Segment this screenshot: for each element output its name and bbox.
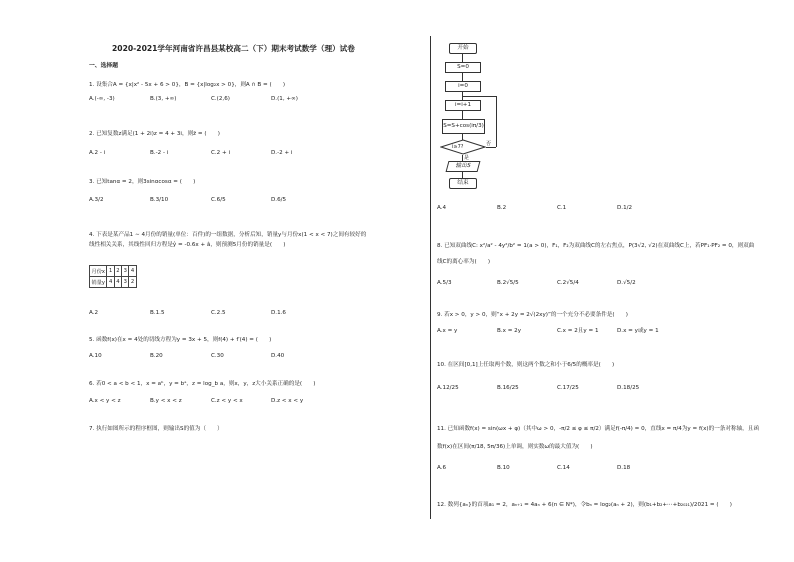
q5-option-d: D.40 bbox=[271, 353, 285, 359]
q11-stem: 11. 已知函数f(x) = sin(ωx + φ)（其中ω > 0，-π/2 ≤ φ ≤ π/2）满足f(-π/4) = 0，直线x = π/4为y = f(x)的一条对称轴，且函 bbox=[437, 426, 759, 432]
q3-stem: 3. 已知tanα = 2，则3sinαcosα = ( ) bbox=[89, 179, 196, 185]
q12-stem: 12. 数列{aₙ}的首项a₁ = 2，aₙ₊₁ = 4aₙ + 6(n ∈ N*)，令bₙ = log₂(aₙ + 2)，则(b₁+b₂+⋯+b₂₀₂₁)/2021 = ( ) bbox=[437, 502, 732, 508]
flow-init-i: i=0 bbox=[445, 81, 481, 92]
table-cell: 月份x bbox=[90, 266, 107, 277]
q7-stem: 7. 执行如图所示的程序框图，则输出S的值为（ ） bbox=[89, 426, 223, 432]
flow-arrow bbox=[462, 73, 463, 81]
q10-option-d: D.18/25 bbox=[617, 385, 640, 391]
table-cell: 3 bbox=[122, 277, 129, 288]
q3-option-b: B.3/10 bbox=[150, 197, 169, 203]
table-row bbox=[90, 277, 137, 288]
q1-option-d: D.(1, +∞) bbox=[271, 96, 298, 102]
q3-option-d: D.6/5 bbox=[271, 197, 287, 203]
q4-stem-line2: 线性相关关系，其线性回归方程是ŷ = -0.6x + â，则预测5月份的销量是( ) bbox=[89, 242, 286, 248]
q7-option-b: B.2 bbox=[497, 205, 507, 211]
flow-end: 结束 bbox=[449, 178, 477, 189]
q6-option-b: B.y < x < z bbox=[150, 398, 182, 404]
q7-option-a: A.4 bbox=[437, 205, 447, 211]
q4-option-a: A.2 bbox=[89, 310, 99, 316]
table-cell: 2 bbox=[129, 277, 136, 288]
table-row bbox=[90, 266, 137, 277]
q4-option-c: C.2.5 bbox=[211, 310, 226, 316]
exam-title: 2020-2021学年河南省许昌县某校高二（下）期末考试数学（理）试卷 bbox=[112, 44, 355, 53]
table-cell: 2 bbox=[114, 266, 121, 277]
flow-loop-line bbox=[496, 96, 497, 147]
flow-no-label: 否 bbox=[486, 141, 492, 147]
flow-loop-line bbox=[486, 147, 496, 148]
q6-option-c: C.z < y < x bbox=[211, 398, 243, 404]
q11-option-c: C.14 bbox=[557, 465, 570, 471]
q3-option-a: A.3/2 bbox=[89, 197, 104, 203]
q8-option-c: C.2√5/4 bbox=[557, 280, 579, 286]
section-heading: 一、选择题 bbox=[89, 63, 118, 69]
q9-option-d: D.x = y或y = 1 bbox=[617, 328, 659, 334]
q3-option-c: C.6/5 bbox=[211, 197, 226, 203]
q5-option-c: C.30 bbox=[211, 353, 224, 359]
q4-option-d: D.1.6 bbox=[271, 310, 286, 316]
flow-start: 开始 bbox=[449, 43, 477, 54]
table-cell: 1 bbox=[107, 266, 114, 277]
q8-option-d: D.√5/2 bbox=[617, 280, 636, 286]
q1-option-b: B.(3, +∞) bbox=[150, 96, 177, 102]
q6-option-d: D.z < x < y bbox=[271, 398, 304, 404]
q9-option-b: B.x = 2y bbox=[497, 328, 522, 334]
table-cell: 销量y bbox=[90, 277, 107, 288]
q11-option-b: B.10 bbox=[497, 465, 510, 471]
flow-increment: i=i+1 bbox=[445, 100, 481, 111]
flow-yes-label: 是 bbox=[464, 155, 470, 161]
table-cell: 4 bbox=[129, 266, 136, 277]
q2-option-d: D.-2 + i bbox=[271, 150, 293, 156]
flow-update: S=S+cos(iπ/3) bbox=[442, 119, 485, 134]
q9-option-a: A.x = y bbox=[437, 328, 458, 334]
q8-option-a: A.5/3 bbox=[437, 280, 452, 286]
q11-stem-line2: 数f(x)在区间(π/18, 5π/36)上单调，则实数ω的最大值为( ) bbox=[437, 444, 593, 450]
table-cell: 4 bbox=[107, 277, 114, 288]
flow-loop-line bbox=[462, 96, 496, 97]
flow-arrow bbox=[462, 111, 463, 119]
q5-option-a: A.10 bbox=[89, 353, 102, 359]
q8-stem: 8. 已知双曲线C: x²/a² - 4y²/b² = 1(a > 0)，F₁，F₂为双曲线C的左右焦点，P(3√2, √2)在双曲线C上，若PF₁·PF₂ = 0，则双曲 bbox=[437, 243, 755, 249]
q6-option-a: A.x < y < z bbox=[89, 398, 121, 404]
q9-stem: 9. 若x > 0，y > 0，则“x + 2y = 2√(2xy)”的一个充分不必要条件是( ) bbox=[437, 312, 628, 318]
column-divider bbox=[430, 36, 431, 519]
q8-option-b: B.2√5/5 bbox=[497, 280, 519, 286]
table-cell: 3 bbox=[122, 266, 129, 277]
q10-option-b: B.16/25 bbox=[497, 385, 519, 391]
flow-condition: i≥7? bbox=[452, 144, 464, 150]
q8-stem-line2: 线C的离心率为( ) bbox=[437, 259, 491, 265]
q2-option-c: C.2 + i bbox=[211, 150, 231, 156]
q9-option-c: C.x = 2且y = 1 bbox=[557, 328, 599, 334]
flow-output: 输出S bbox=[446, 161, 481, 172]
q10-option-c: C.17/25 bbox=[557, 385, 579, 391]
q1-stem: 1. 设集合A = {x|x² - 5x + 6 > 0}，B = {x|log₂x > 0}，则A ∩ B = ( ) bbox=[89, 82, 286, 88]
q11-option-a: A.6 bbox=[437, 465, 447, 471]
q11-option-d: D.18 bbox=[617, 465, 631, 471]
q7-option-d: D.1/2 bbox=[617, 205, 633, 211]
q2-stem: 2. 已知复数z满足(1 + 2i)z = 4 + 3i，则z̄ = ( ) bbox=[89, 131, 220, 137]
table-cell: 4 bbox=[114, 277, 121, 288]
flow-init-s: S=0 bbox=[445, 62, 481, 73]
q1-option-a: A.(-∞, -3) bbox=[89, 96, 115, 102]
q1-option-c: C.(2,6) bbox=[211, 96, 230, 102]
q10-stem: 10. 在区间[0,1]上任取两个数，则这两个数之和小于6/5的概率是( ) bbox=[437, 362, 615, 368]
q6-stem: 6. 若0 < a < b < 1，x = aᵇ，y = bᵃ，z = log_b a，则x，y，z大小关系正确的是( ) bbox=[89, 381, 316, 387]
q4-stem: 4. 下表是某产品1 ∼ 4月份的销量(单位：百件)的一组数据，分析后知，销量y与月份x(1 < x < 7)之间有较好的 bbox=[89, 232, 367, 238]
q4-option-b: B.1.5 bbox=[150, 310, 165, 316]
q10-option-a: A.12/25 bbox=[437, 385, 459, 391]
q5-stem: 5. 函数f(x)在x = 4处的切线方程为y = 3x + 5，则f(4) + f′(4) = ( ) bbox=[89, 337, 272, 343]
q7-option-c: C.1 bbox=[557, 205, 567, 211]
q2-option-b: B.-2 - i bbox=[150, 150, 169, 156]
flow-arrow bbox=[462, 54, 463, 62]
q2-option-a: A.2 - i bbox=[89, 150, 106, 156]
q5-option-b: B.20 bbox=[150, 353, 163, 359]
sales-table bbox=[89, 265, 137, 288]
